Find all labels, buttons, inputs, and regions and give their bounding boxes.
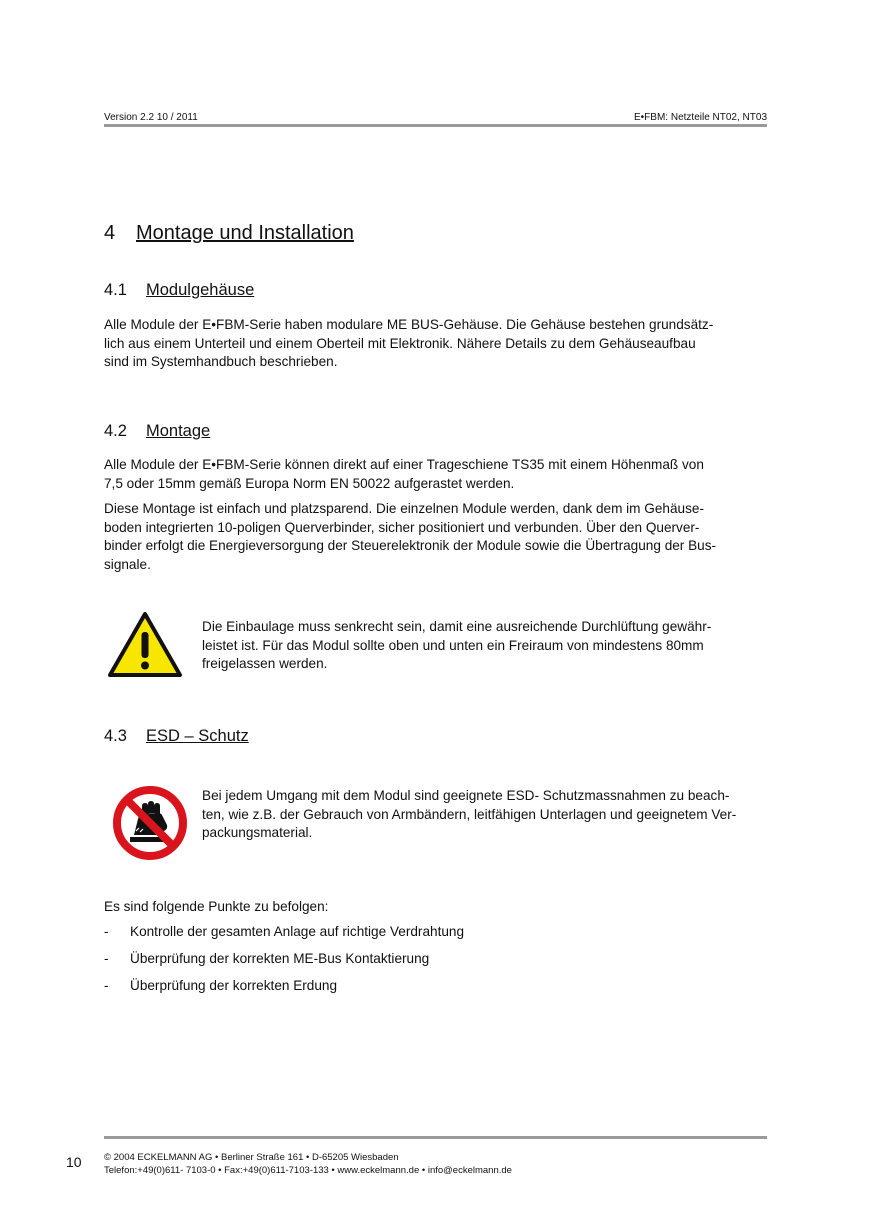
list-item-text: Kontrolle der gesamten Anlage auf richtige Verdrahtung — [130, 924, 465, 939]
header-title: E•FBM: Netzteile NT02, NT03 — [634, 112, 767, 123]
text-line: boden integrierten 10-poligen Querverbinder, sicher positioniert und verbunden. Über den Querver- — [104, 519, 700, 535]
list-item — [104, 951, 429, 966]
footer-address: © 2004 ECKELMANN AG • Berliner Straße 161 • D-65205 Wiesbaden — [104, 1152, 399, 1163]
footer-rule — [104, 1136, 767, 1139]
text-line: 7,5 oder 15mm gemäß Europa Norm EN 50022 aufgerastet werden. — [104, 475, 515, 491]
section-title-4-2: Montage — [146, 422, 211, 440]
footer-contact: Telefon:+49(0)611- 7103-0 • Fax:+49(0)611-7103-133 • www.eckelmann.de • info@eckelmann.de — [104, 1165, 512, 1176]
paragraph-montage-2 — [104, 500, 774, 574]
chapter-heading — [104, 222, 354, 245]
list-bullet: - — [104, 924, 109, 939]
list-item — [104, 978, 337, 993]
warning-triangle-icon — [107, 610, 183, 678]
text-line: lich aus einem Unterteil und einem Oberteil mit Elektronik. Nähere Details zu dem Gehäuseaufbau — [104, 335, 696, 351]
text-line: Alle Module der E•FBM-Serie können direkt auf einer Trageschiene TS35 mit einem Höhenmaß von — [104, 457, 704, 472]
page-number: 10 — [66, 1154, 82, 1170]
warning-note — [202, 618, 782, 674]
section-heading-4-3 — [104, 727, 249, 746]
section-heading-4-1 — [104, 281, 254, 300]
list-item — [104, 924, 464, 939]
esd-note — [202, 787, 782, 843]
chapter-number: 4 — [104, 222, 116, 244]
section-title-4-1: Modulgehäuse — [146, 281, 255, 299]
section-number-4-1: 4.1 — [104, 281, 127, 299]
section-number-4-3: 4.3 — [104, 727, 127, 745]
text-line: Diese Montage ist einfach und platzsparend. Die einzelnen Module werden, dank dem im Gehäuse- — [104, 501, 704, 516]
list-item-text: Überprüfung der korrekten Erdung — [130, 978, 338, 993]
list-bullet: - — [104, 951, 109, 966]
chapter-title: Montage und Installation — [136, 222, 354, 244]
text-line: Alle Module der E•FBM-Serie haben modulare ME BUS-Gehäuse. Die Gehäuse bestehen grundsätz- — [104, 317, 714, 332]
paragraph-montage-1 — [104, 456, 774, 493]
list-bullet: - — [104, 978, 109, 993]
text-line: binder erfolgt die Energieversorgung der Steuerelektronik der Module sowie die Übertragung der Bus- — [104, 538, 717, 553]
text-line: Die Einbaulage muss senkrecht sein, damit eine ausreichende Durchlüftung gewähr- — [202, 619, 712, 634]
paragraph-modulgehaeuse — [104, 316, 774, 372]
text-line: leistet ist. Für das Modul sollte oben und unten ein Freiraum von mindestens 80mm — [202, 637, 704, 653]
esd-prohibition-icon — [112, 785, 188, 861]
section-title-4-3: ESD – Schutz — [146, 727, 249, 745]
list-item-text: Überprüfung der korrekten ME-Bus Kontaktierung — [130, 951, 430, 966]
text-line: signale. — [104, 556, 151, 572]
section-number-4-2: 4.2 — [104, 422, 127, 440]
list-intro: Es sind folgende Punkte zu befolgen: — [104, 899, 329, 914]
header-version: Version 2.2 10 / 2011 — [104, 112, 198, 123]
text-line: packungsmaterial. — [202, 825, 313, 840]
header-rule — [104, 124, 767, 127]
text-line: ten, wie z.B. der Gebrauch von Armbändern, leitfähigen Unterlagen und geeignetem Ver- — [202, 806, 737, 822]
text-line: sind im Systemhandbuch beschrieben. — [104, 354, 338, 369]
section-heading-4-2 — [104, 422, 210, 441]
text-line: Bei jedem Umgang mit dem Modul sind geeignete ESD- Schutzmassnahmen zu beach- — [202, 788, 730, 803]
text-line: freigelassen werden. — [202, 656, 328, 671]
